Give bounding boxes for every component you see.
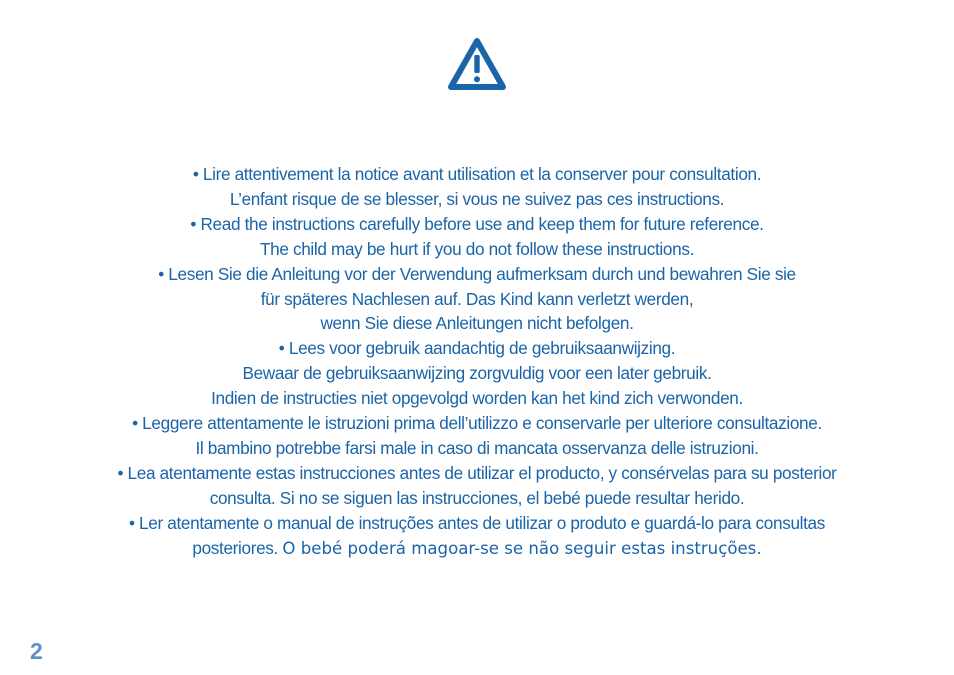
page-number: 2 — [30, 638, 43, 664]
instruction-de-line-2: für späteres Nachlesen auf. Das Kind kann verletzt werden, — [260, 288, 694, 309]
instruction-en-line-1: • Read the instructions carefully before use and keep them for future reference. — [190, 213, 764, 234]
instruction-es-line-1: • Lea atentamente estas instrucciones antes de utilizar el producto, y consérvelas para su posterior — [117, 462, 837, 483]
instruction-it-line-1: • Leggere attentamente le istruzioni prima dell’utilizzo e conservarle per ulteriore consultazione. — [132, 413, 822, 434]
instruction-pt-line-2 — [20, 536, 934, 562]
instruction-nl-line-1: • Lees voor gebruik aandachtig de gebruiksaanwijzing. — [278, 338, 676, 359]
instruction-es-line-2: consulta. Si no se siguen las instrucciones, el bebé puede resultar herido. — [209, 487, 745, 508]
instruction-pt-line-1: • Ler atentamente o manual de instruções antes de utilizar o produto e guardá-lo para consultas — [128, 512, 826, 533]
instruction-nl-line-3: Indien de instructies niet opgevolgd worden kan het kind zich verwonden. — [211, 388, 743, 409]
instruction-de-line-3: wenn Sie diese Anleitungen nicht befolgen. — [320, 313, 634, 334]
instruction-fr-line-2: L’enfant risque de se blesser, si vous ne suivez pas ces instructions. — [229, 188, 725, 209]
instruction-it-line-2: Il bambino potrebbe farsi male in caso di mancata osservanza delle istruzioni. — [195, 437, 759, 458]
instruction-de-line-1: • Lesen Sie die Anleitung vor der Verwendung aufmerksam durch und bewahren Sie sie — [158, 263, 796, 284]
instruction-nl-line-2: Bewaar de gebruiksaanwijzing zorgvuldig voor een later gebruik. — [242, 363, 712, 384]
instruction-pt-line-2-start: posteriores. — [192, 537, 278, 558]
safety-instructions — [20, 162, 934, 562]
warning-triangle-icon — [446, 36, 508, 92]
instruction-fr-line-1: • Lire attentivement la notice avant utilisation et la conserver pour consultation. — [192, 164, 762, 184]
instruction-en-line-2: The child may be hurt if you do not follow these instructions. — [259, 238, 694, 259]
instruction-pt-line-2-end: O bebé poderá magoar-se se não seguir estas instruções. — [282, 538, 762, 558]
